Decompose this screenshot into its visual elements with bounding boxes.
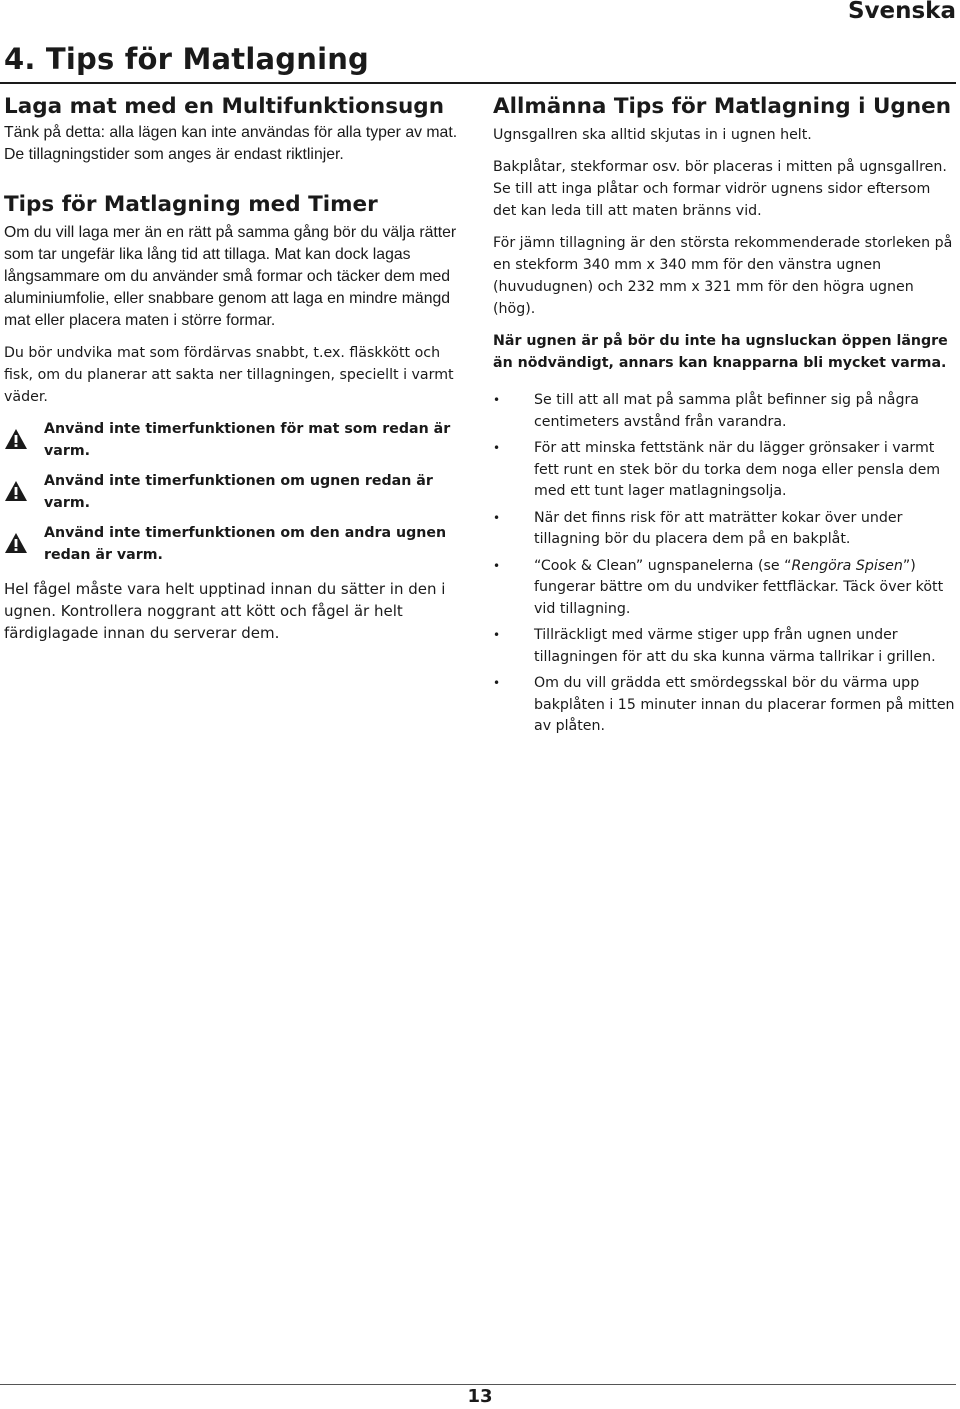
warning-text: Använd inte timerfunktionen för mat som redan är varm. <box>44 421 451 459</box>
header-divider <box>0 82 956 84</box>
list-item <box>493 673 958 738</box>
bullet-icon: • <box>493 676 501 690</box>
warning-triangle-icon <box>4 470 44 506</box>
warning-triangle-icon <box>4 418 44 454</box>
oven-door-warning: När ugnen är på bör du inte ha ugnsluckan öppen längre än nödvändigt, annars kan knapparna bli mycket varma. <box>493 333 948 371</box>
warning-item <box>4 522 466 566</box>
list-item <box>493 438 958 503</box>
avoid-food-text: Du bör undvika mat som fördärvas snabbt, t.ex. fläskkött och fisk, om du planerar att sakta ner tillagningen, speciellt i varmt väder. <box>4 345 454 405</box>
cross-reference: Rengöra Spisen <box>791 557 903 574</box>
multifunction-oven-heading: Laga mat med en Multifunktionsugn <box>4 94 445 119</box>
tips-list <box>493 390 958 738</box>
list-item <box>493 390 958 433</box>
timer-cooking-text: Om du vill laga mer än en rätt på samma gång bör du välja rätter som tar ungefär lika lång tid att tillaga. Mat kan dock lagas långsammare om du använder små formar och täcker dem med aluminiumfolie, eller snabbare genom att laga en mindre mängd mat eller placera maten i större formar. <box>4 224 457 329</box>
baking-trays-text: Bakplåtar, stekformar osv. bör placeras i mitten på ugnsgallren. Se till att inga plåtar och formar vidrör ugnens sidor eftersom det kan leda till att maten bränns vid. <box>493 159 947 219</box>
tip-text-post: ”) fungerar bättre om du undviker fettfläckar. Täck över kött vid tillagning. <box>534 557 944 617</box>
list-item <box>493 625 958 668</box>
tip-text: När det finns risk för att maträtter kokar över under tillagning bör du placera dem på en bakplåt. <box>534 509 903 547</box>
warning-item <box>4 470 466 514</box>
chapter-title: 4. Tips för Matlagning <box>4 42 370 76</box>
bullet-icon: • <box>493 558 501 573</box>
warning-text: Använd inte timerfunktionen om den andra ugnen redan är varm. <box>44 525 447 563</box>
oven-racks-text: Ugnsgallren ska alltid skjutas in i ugnen helt. <box>493 127 812 143</box>
bullet-icon: • <box>493 393 501 407</box>
warning-triangle-icon <box>4 522 44 558</box>
warning-text: Använd inte timerfunktionen om ugnen redan är varm. <box>44 473 433 511</box>
warning-item <box>4 418 466 462</box>
bullet-icon: • <box>493 441 501 455</box>
bullet-icon: • <box>493 510 501 525</box>
footer-divider <box>0 1384 956 1385</box>
general-tips-heading: Allmänna Tips för Matlagning i Ugnen <box>493 94 952 119</box>
list-item <box>493 556 958 621</box>
multifunction-oven-text: Tänk på detta: alla lägen kan inte användas för alla typer av mat. De tillagningstider som anges är endast riktlinjer. <box>4 124 458 163</box>
language-label: Svenska <box>847 0 956 24</box>
list-item <box>493 508 958 551</box>
timer-cooking-heading: Tips för Matlagning med Timer <box>4 192 378 217</box>
left-column <box>4 92 466 644</box>
poultry-text: Hel fågel måste vara helt upptinad innan du sätter in den i ugnen. Kontrollera noggrant att kött och fågel är helt färdiglagade innan du serverar dem. <box>4 580 446 642</box>
right-column <box>493 92 958 738</box>
tip-text: Se till att all mat på samma plåt befinner sig på några centimeters avstånd från varandra. <box>534 392 920 430</box>
tip-text: Tillräckligt med värme stiger upp från ugnen under tillagningen för att du ska kunna värma tallrikar i grillen. <box>534 627 936 665</box>
tip-text-pre: “Cook & Clean” ugnspanelerna (se “ <box>534 557 792 574</box>
page-number: 13 <box>467 1386 493 1407</box>
pan-size-text: För jämn tillagning är den största rekommenderade storleken på en stekform 340 mm x 340 mm för den vänstra ugnen (huvudugnen) och 232 mm x 321 mm för den högra ugnen (hög). <box>493 235 953 317</box>
bullet-icon: • <box>493 628 501 642</box>
tip-text: För att minska fettstänk när du lägger grönsaker i varmt fett runt en stek bör du torka dem noga eller pensla dem med ett tunt lager matlagningsolja. <box>534 440 941 499</box>
tip-text: Om du vill grädda ett smördegsskal bör du värma upp bakplåten i 15 minuter innan du placerar formen på mitten av plåten. <box>534 675 955 734</box>
